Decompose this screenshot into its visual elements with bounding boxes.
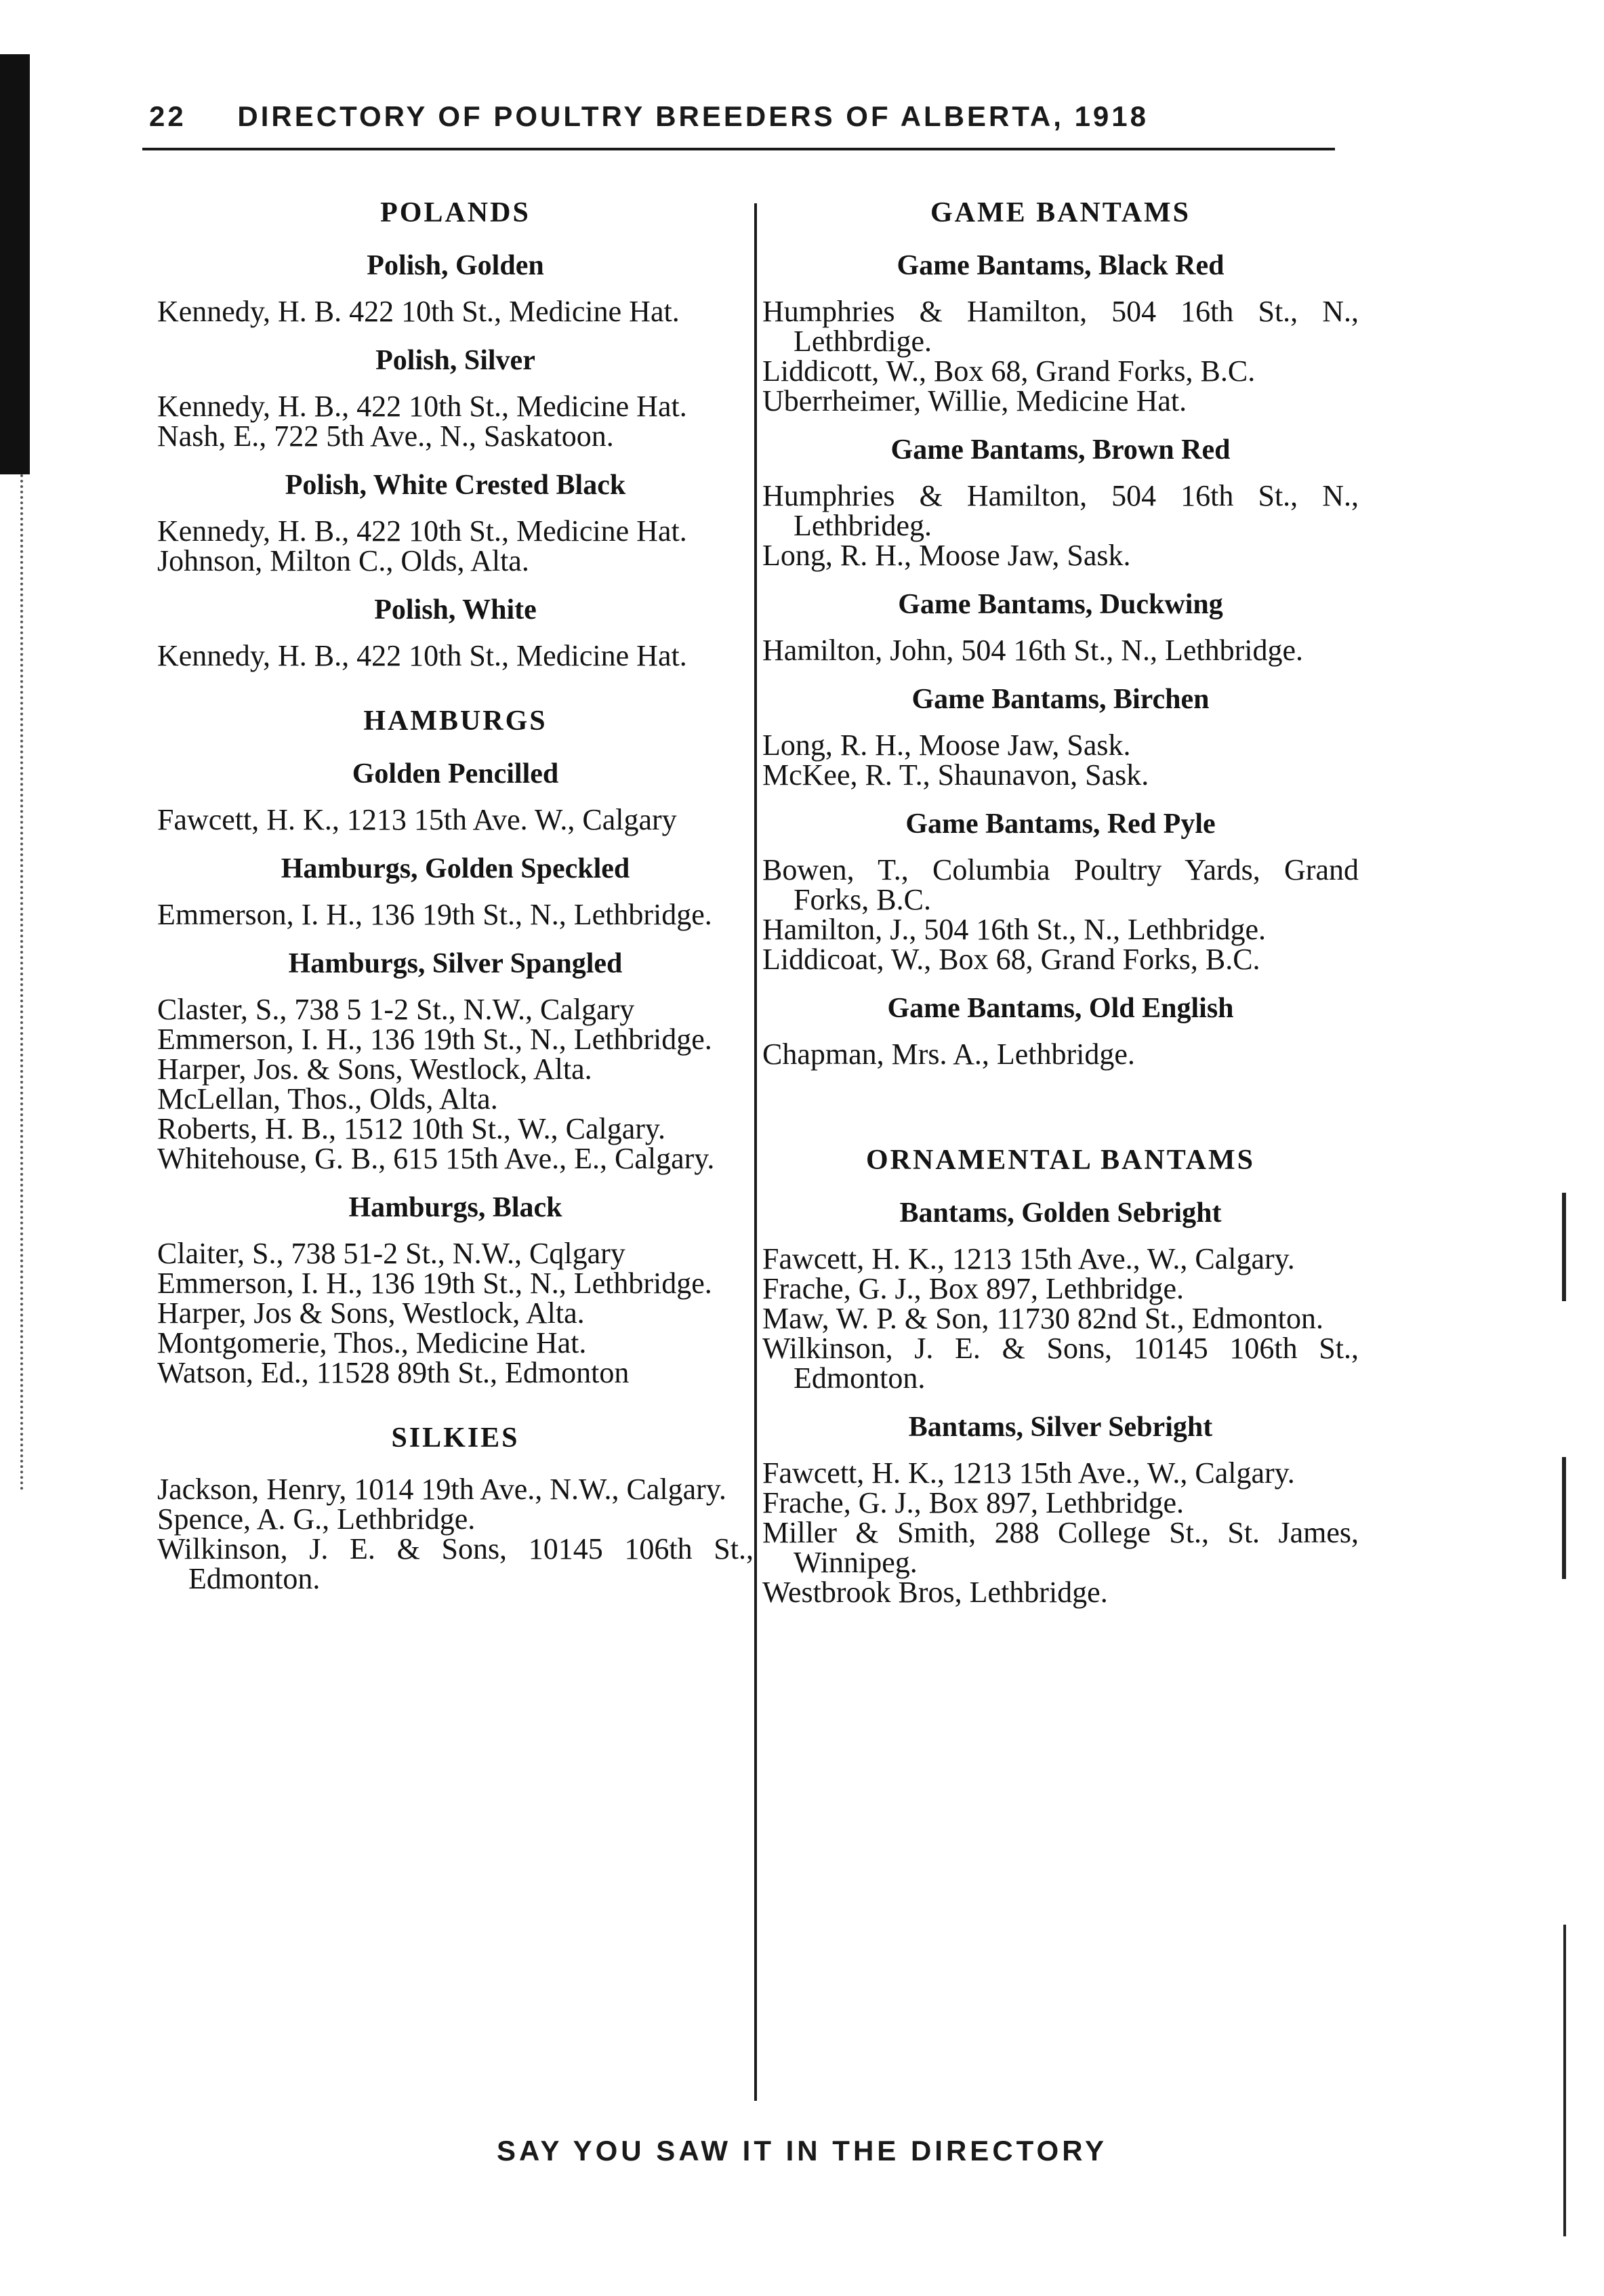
breeder-entry: Johnson, Milton C., Olds, Alta. <box>157 544 529 577</box>
breeder-entry: Liddicott, W., Box 68, Grand Forks, B.C. <box>762 354 1256 388</box>
breeder-entry: Harper, Jos & Sons, Westlock, Alta. <box>157 1296 585 1330</box>
breed-heading: Hamburgs, Black <box>348 1192 562 1223</box>
breeder-entry: Miller & Smith, 288 College St., St. James, Winnipeg. <box>762 1516 1359 1579</box>
page-number: 22 <box>149 100 186 132</box>
breed-heading: Game Bantams, Red Pyle <box>905 808 1216 840</box>
breeder-entry: Fawcett, H. K., 1213 15th Ave., W., Calgary. <box>762 1242 1295 1275</box>
spacer <box>762 1069 1359 1130</box>
page-header-title: DIRECTORY OF POULTRY BREEDERS OF ALBERTA, 1918 <box>237 100 1149 132</box>
breeder-entry: Liddicoat, W., Box 68, Grand Forks, B.C. <box>762 943 1260 976</box>
breeder-entry: Bowen, T., Columbia Poultry Yards, Grand Forks, B.C. <box>762 853 1359 916</box>
breed-heading: Game Bantams, Brown Red <box>890 434 1231 466</box>
breeder-entry: Wilkinson, J. E. & Sons, 10145 106th St., Edmonton. <box>762 1332 1359 1395</box>
spacer <box>157 1388 754 1408</box>
breeder-entry: Emmerson, I. H., 136 19th St., N., Lethbridge. <box>157 1267 712 1300</box>
breed-heading: Bantams, Golden Sebright <box>899 1197 1222 1229</box>
breeder-entry: Kennedy, H. B., 422 10th St., Medicine Hat. <box>157 390 687 423</box>
section-title: POLANDS <box>380 197 531 228</box>
breeder-entry: Whitehouse, G. B., 615 15th Ave., E., Calgary. <box>157 1142 715 1175</box>
breeder-entry: Hamilton, John, 504 16th St., N., Lethbridge. <box>762 634 1304 667</box>
breeder-entry: Westbrook Bros, Lethbridge. <box>762 1576 1108 1609</box>
breeder-entry: McKee, R. T., Shaunavon, Sask. <box>762 758 1149 792</box>
breeder-entry: Roberts, H. B., 1512 10th St., W., Calgary. <box>157 1112 666 1145</box>
breeder-entry: Spence, A. G., Lethbridge. <box>157 1502 476 1536</box>
breed-heading: Game Bantams, Birchen <box>911 684 1210 715</box>
breeder-entry: Maw, W. P. & Son, 11730 82nd St., Edmonton. <box>762 1302 1323 1335</box>
breed-heading: Bantams, Silver Sebright <box>908 1412 1213 1443</box>
breeder-entry: Fawcett, H. K., 1213 15th Ave., W., Calgary. <box>762 1456 1295 1490</box>
breed-heading: Hamburgs, Silver Spangled <box>288 948 623 979</box>
breeder-entry: Nash, E., 722 5th Ave., N., Saskatoon. <box>157 419 614 453</box>
section-title: ORNAMENTAL BANTAMS <box>866 1145 1255 1176</box>
scan-edge-mark <box>1562 1193 1566 1301</box>
scan-edge-dots <box>20 474 27 1491</box>
breed-heading: Game Bantams, Black Red <box>897 250 1225 281</box>
breeder-entry: Hamilton, J., 504 16th St., N., Lethbridge. <box>762 913 1267 946</box>
right-column <box>762 183 1359 1607</box>
breed-heading: Game Bantams, Old English <box>887 993 1234 1024</box>
breeder-entry: Montgomerie, Thos., Medicine Hat. <box>157 1326 587 1359</box>
breeder-entry: Frache, G. J., Box 897, Lethbridge. <box>762 1272 1184 1305</box>
breeder-entry: Claiter, S., 738 51-2 St., N.W., Cqlgary <box>157 1237 625 1270</box>
scan-edge-mark <box>1563 1925 1566 2236</box>
breeder-entry: Watson, Ed., 11528 89th St., Edmonton <box>157 1356 630 1389</box>
breeder-entry: Harper, Jos. & Sons, Westlock, Alta. <box>157 1052 592 1086</box>
breeder-entry: Fawcett, H. K., 1213 15th Ave. W., Calgary <box>157 803 677 836</box>
breeder-entry: Wilkinson, J. E. & Sons, 10145 106th St., Edmonton. <box>157 1532 754 1595</box>
breeder-entry: Humphries & Hamilton, 504 16th St., N., Lethbrideg. <box>762 479 1359 542</box>
breed-heading: Hamburgs, Golden Speckled <box>281 853 630 884</box>
breeder-entry: Kennedy, H. B., 422 10th St., Medicine Hat. <box>157 639 687 672</box>
breeder-entry: Emmerson, I. H., 136 19th St., N., Lethbridge. <box>157 898 712 931</box>
breed-heading: Polish, White <box>374 594 537 626</box>
breeder-entry: Chapman, Mrs. A., Lethbridge. <box>762 1038 1135 1071</box>
breeder-entry: Jackson, Henry, 1014 19th Ave., N.W., Calgary. <box>157 1473 726 1506</box>
section-title: SILKIES <box>391 1422 520 1454</box>
scan-edge-mark <box>1562 1457 1566 1579</box>
breeder-entry: Long, R. H., Moose Jaw, Sask. <box>762 539 1131 572</box>
breed-heading: Polish, Silver <box>375 345 535 376</box>
breeder-entry: Claster, S., 738 5 1-2 St., N.W., Calgary <box>157 993 635 1026</box>
left-column <box>157 183 754 1594</box>
column-divider <box>754 203 757 2101</box>
section-title: GAME BANTAMS <box>930 197 1191 228</box>
section-title: HAMBURGS <box>363 705 548 737</box>
spacer <box>157 671 754 691</box>
header-rule <box>142 148 1335 150</box>
breed-heading: Golden Pencilled <box>352 758 559 790</box>
page-footer: SAY YOU SAW IT IN THE DIRECTORY <box>496 2135 1108 2167</box>
breed-heading: Polish, White Crested Black <box>285 470 626 501</box>
breeder-entry: Long, R. H., Moose Jaw, Sask. <box>762 729 1131 762</box>
breeder-entry: Humphries & Hamilton, 504 16th St., N., Lethbrdige. <box>762 295 1359 358</box>
breed-heading: Game Bantams, Duckwing <box>898 589 1223 620</box>
breeder-entry: Kennedy, H. B., 422 10th St., Medicine Hat. <box>157 514 687 548</box>
breeder-entry: McLellan, Thos., Olds, Alta. <box>157 1082 498 1115</box>
page-header <box>149 100 1349 133</box>
breeder-entry: Emmerson, I. H., 136 19th St., N., Lethbridge. <box>157 1023 712 1056</box>
breeder-entry: Frache, G. J., Box 897, Lethbridge. <box>762 1486 1184 1519</box>
scan-edge-bar <box>0 54 30 474</box>
breed-heading: Polish, Golden <box>367 250 544 281</box>
breeder-entry: Uberrheimer, Willie, Medicine Hat. <box>762 384 1187 417</box>
breeder-entry: Kennedy, H. B. 422 10th St., Medicine Hat. <box>157 295 680 328</box>
